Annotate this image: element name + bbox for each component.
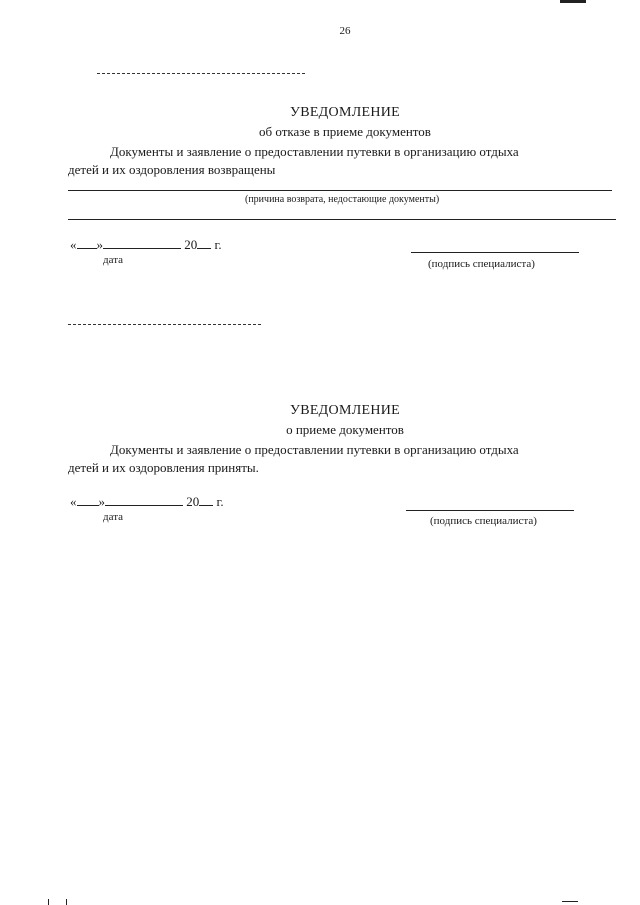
refusal-body-line-2: детей и их оздоровления возвращены [68,162,276,177]
scan-artifact-bottom-right [562,901,578,902]
date-day-blank [77,493,99,506]
reason-line-2 [68,219,616,220]
reason-line-1 [68,190,612,191]
acceptance-body-line-2: детей и их оздоровления приняты. [68,460,259,475]
acceptance-signature-caption: (подпись специалиста) [430,515,537,527]
date-close-quote: » [98,494,105,509]
reason-caption: (причина возврата, недостающие документы) [245,194,440,205]
acceptance-title: УВЕДОМЛЕНИЕ [289,403,401,418]
date-month-blank [103,236,181,249]
date-open-quote: « [70,494,77,509]
page-number: 26 [339,25,351,37]
cut-line-middle [68,324,261,325]
acceptance-date-field [70,493,224,510]
acceptance-signature-line [406,510,574,511]
date-year-prefix: 20 [186,494,200,509]
refusal-body-line-1: Документы и заявление о предоставлении путевки в организацию отдыха [110,144,519,159]
refusal-date-field [70,236,222,253]
scan-artifact-mark [560,0,586,3]
refusal-subtitle: об отказе в приеме документов [259,124,431,139]
scan-artifact-bottom-left-2 [66,899,67,905]
date-day-blank [77,236,97,249]
acceptance-body-line-1: Документы и заявление о предоставлении путевки в организацию отдыха [110,442,519,457]
refusal-signature-line [411,252,579,253]
date-close-quote: » [96,237,103,252]
cut-line-top [97,73,305,74]
refusal-title: УВЕДОМЛЕНИЕ [289,105,401,120]
refusal-signature-caption: (подпись специалиста) [428,258,535,270]
date-month-blank [105,493,183,506]
date-open-quote: « [70,237,77,252]
date-year-blank [199,493,213,506]
date-year-suffix: г. [214,237,222,252]
date-year-blank [197,236,211,249]
date-year-prefix: 20 [184,237,198,252]
refusal-date-caption: дата [103,254,124,266]
scan-artifact-bottom-left [48,899,49,905]
acceptance-subtitle: о приеме документов [286,422,404,437]
date-year-suffix: г. [216,494,224,509]
acceptance-date-caption: дата [103,511,124,523]
